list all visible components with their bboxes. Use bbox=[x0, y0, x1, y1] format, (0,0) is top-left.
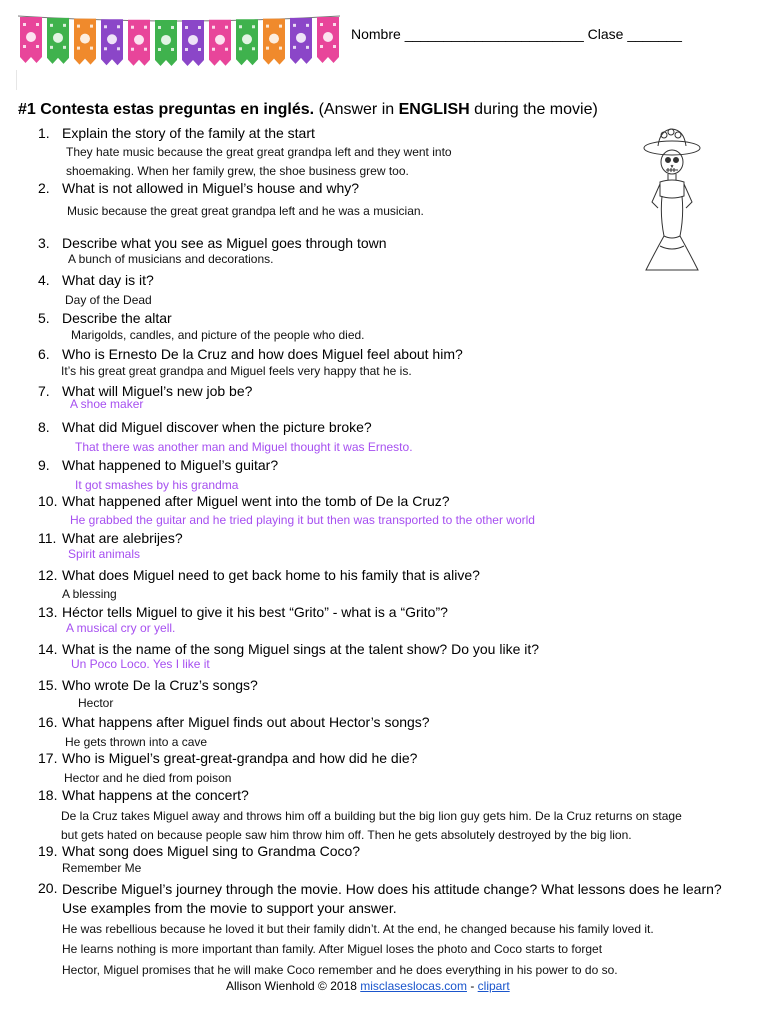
section-number: #1 bbox=[18, 101, 36, 118]
question-number: 17. bbox=[38, 750, 58, 766]
papel-picado-flag bbox=[209, 20, 231, 66]
question-number: 6. bbox=[38, 346, 50, 362]
papel-picado-flag bbox=[290, 18, 312, 64]
question-item bbox=[38, 641, 540, 657]
question-number: 18. bbox=[38, 787, 58, 803]
typed-answer[interactable]: A bunch of musicians and decorations. bbox=[68, 252, 274, 266]
typed-answer[interactable]: Remember Me bbox=[62, 861, 142, 875]
papel-picado-flag bbox=[47, 18, 69, 64]
typed-answer[interactable]: Hector, Miguel promises that he will make Coco remember and he does everything in his power to do so. bbox=[62, 963, 618, 977]
papel-picado-flag bbox=[20, 17, 42, 63]
question-item bbox=[38, 787, 249, 803]
question-number: 13. bbox=[38, 604, 58, 620]
question-number: 2. bbox=[38, 180, 50, 196]
question-item bbox=[38, 457, 279, 473]
footer-credit bbox=[226, 979, 510, 993]
handwritten-answer[interactable]: Spirit animals bbox=[68, 547, 141, 561]
handwritten-answer[interactable]: A musical cry or yell. bbox=[66, 621, 176, 635]
question-item bbox=[38, 180, 360, 196]
question-item bbox=[38, 493, 450, 509]
handwritten-answer[interactable]: Un Poco Loco. Yes I like it bbox=[71, 657, 210, 671]
question-item bbox=[38, 272, 154, 288]
typed-answer[interactable]: Music because the great great grandpa left and he was a musician. bbox=[67, 204, 424, 218]
question-number: 4. bbox=[38, 272, 50, 288]
papel-picado-flag bbox=[74, 19, 96, 65]
question-text: What is the name of the song Miguel sings at the talent show? Do you like it? bbox=[62, 641, 540, 657]
papel-picado-flag bbox=[236, 19, 258, 65]
margin-line bbox=[16, 70, 17, 90]
instruction-paren-close: during the movie) bbox=[474, 101, 598, 118]
credit-text: Allison Wienhold © 2018 bbox=[226, 979, 357, 993]
question-text: What are alebrijes? bbox=[62, 530, 183, 546]
catrina-skeleton-lady-illustration bbox=[640, 126, 702, 274]
section-title: Contesta estas preguntas en inglés. bbox=[40, 101, 315, 118]
section-heading bbox=[18, 101, 598, 119]
papel-picado-banner bbox=[18, 10, 340, 70]
question-text: What does Miguel need to get back home to his family that is alive? bbox=[62, 567, 480, 583]
question-number: 5. bbox=[38, 310, 50, 326]
instruction-paren-open: (Answer in bbox=[318, 101, 395, 118]
typed-answer[interactable]: but gets hated on because people saw him throw him off. Then he gets absolutely destroyed by the big lion. bbox=[61, 828, 632, 842]
papel-picado-flag bbox=[317, 17, 339, 63]
question-item bbox=[38, 235, 387, 251]
question-number: 10. bbox=[38, 493, 58, 509]
question-text: Who is Ernesto De la Cruz and how does Miguel feel about him? bbox=[62, 346, 463, 362]
question-text: What happens at the concert? bbox=[62, 787, 249, 803]
question-text: What happened to Miguel’s guitar? bbox=[62, 457, 279, 473]
question-number: 8. bbox=[38, 419, 50, 435]
question-item bbox=[38, 750, 418, 766]
typed-answer[interactable]: It’s his great great grandpa and Miguel feels very happy that he is. bbox=[61, 364, 412, 378]
question-number: 7. bbox=[38, 383, 50, 399]
question-item bbox=[38, 567, 480, 583]
instruction-emphasis: ENGLISH bbox=[398, 101, 470, 118]
typed-answer[interactable]: He learns nothing is more important than family. After Miguel loses the photo and Coco starts to forget bbox=[62, 942, 603, 956]
question-text: What did Miguel discover when the picture broke? bbox=[62, 419, 372, 435]
question-number: 9. bbox=[38, 457, 50, 473]
site-link[interactable]: misclaseslocas.com bbox=[360, 979, 467, 993]
typed-answer[interactable]: Marigolds, candles, and picture of the people who died. bbox=[71, 328, 365, 342]
typed-answer[interactable]: shoemaking. When her family grew, the shoe business grew too. bbox=[66, 164, 409, 178]
question-item bbox=[38, 604, 448, 620]
papel-picado-flag bbox=[101, 19, 123, 65]
footer-separator: - bbox=[470, 979, 475, 993]
question-number: 12. bbox=[38, 567, 58, 583]
typed-answer[interactable]: He gets thrown into a cave bbox=[65, 735, 208, 749]
question-number: 15. bbox=[38, 677, 58, 693]
question-number: 16. bbox=[38, 714, 58, 730]
question-text: Who is Miguel’s great-great-grandpa and how did he die? bbox=[62, 750, 418, 766]
handwritten-answer[interactable]: That there was another man and Miguel thought it was Ernesto. bbox=[75, 440, 413, 454]
handwritten-answer[interactable]: He grabbed the guitar and he tried playing it but then was transported to the other world bbox=[70, 513, 535, 527]
question-text: Describe Miguel’s journey through the movie. How does his attitude change? What lessons does he learn? Use examples from the movie to support your answer. bbox=[62, 881, 722, 916]
question-text: What happens after Miguel finds out about Hector’s songs? bbox=[62, 714, 430, 730]
question-item bbox=[38, 383, 253, 399]
class-blank[interactable]: _______ bbox=[627, 26, 682, 42]
question-number: 3. bbox=[38, 235, 50, 251]
papel-picado-flag bbox=[128, 20, 150, 66]
question-item bbox=[38, 530, 183, 546]
typed-answer[interactable]: He was rebellious because he loved it but their family didn’t. At the end, he changed because his family loved it. bbox=[62, 922, 654, 936]
question-item bbox=[38, 677, 258, 693]
question-number: 14. bbox=[38, 641, 58, 657]
question-item bbox=[38, 880, 62, 896]
question-item bbox=[38, 125, 315, 141]
question-item bbox=[38, 714, 430, 730]
question-text: What song does Miguel sing to Grandma Coco? bbox=[62, 843, 361, 859]
typed-answer[interactable]: They hate music because the great great grandpa left and they went into bbox=[66, 145, 452, 159]
name-blank[interactable]: _______________________ bbox=[404, 26, 584, 42]
papel-picado-flag bbox=[263, 19, 285, 65]
question-number: 1. bbox=[38, 125, 50, 141]
question-text: Héctor tells Miguel to give it his best “Grito” - what is a “Grito”? bbox=[62, 604, 448, 620]
question-text: Describe what you see as Miguel goes through town bbox=[62, 235, 387, 251]
question-text: What will Miguel’s new job be? bbox=[62, 383, 253, 399]
question-item bbox=[38, 843, 361, 859]
question-item bbox=[38, 346, 463, 362]
question-text: Who wrote De la Cruz’s songs? bbox=[62, 677, 258, 693]
typed-answer[interactable]: De la Cruz takes Miguel away and throws him off a building but the big lion guy gets him. De la Cruz returns on stage bbox=[61, 809, 682, 823]
question-text: What is not allowed in Miguel’s house and why? bbox=[62, 180, 360, 196]
typed-answer[interactable]: Day of the Dead bbox=[65, 293, 152, 307]
question-text: What day is it? bbox=[62, 272, 154, 288]
handwritten-answer[interactable]: A shoe maker bbox=[70, 397, 144, 411]
handwritten-answer[interactable]: It got smashes by his grandma bbox=[75, 478, 239, 492]
question-text: Explain the story of the family at the start bbox=[62, 125, 315, 141]
question-number: 19. bbox=[38, 843, 58, 859]
typed-answer[interactable]: A blessing bbox=[62, 587, 117, 601]
papel-picado-flag bbox=[155, 20, 177, 66]
papel-picado-flag bbox=[182, 20, 204, 66]
class-label: Clase bbox=[587, 26, 624, 42]
name-label: Nombre bbox=[351, 26, 401, 42]
name-class-line bbox=[351, 26, 682, 42]
typed-answer[interactable]: Hector bbox=[78, 696, 114, 710]
question-number: 11. bbox=[38, 530, 57, 546]
clipart-link[interactable]: clipart bbox=[477, 979, 510, 993]
question-text: Describe the altar bbox=[62, 310, 172, 326]
question-item bbox=[38, 310, 172, 326]
question-text: What happened after Miguel went into the tomb of De la Cruz? bbox=[62, 493, 450, 509]
typed-answer[interactable]: Hector and he died from poison bbox=[64, 771, 232, 785]
question-number: 20. bbox=[38, 880, 58, 896]
question-item bbox=[38, 419, 372, 435]
